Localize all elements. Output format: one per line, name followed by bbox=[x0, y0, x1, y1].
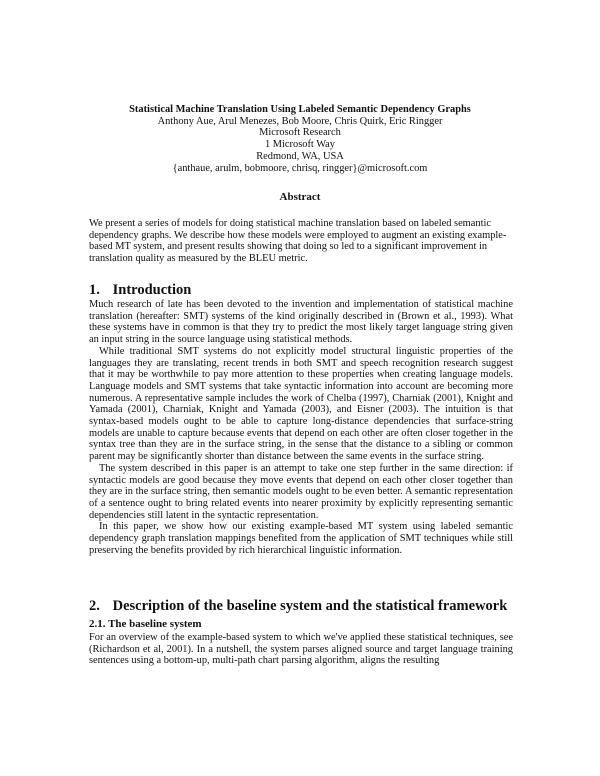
paper-header bbox=[0, 104, 600, 174]
paragraph: The system described in this paper is an attempt to take one step further in the same direction: if syntactic models are good because they move events that depend on each other closer together than they are in the surface string, then semantic models ought to be even better. A semantic representation of a sentence ought to bring related events into nearer proximity by explicitly representing semantic dependencies still latent in the syntactic representation. bbox=[89, 462, 513, 521]
paragraph: While traditional SMT systems do not explicitly model structural linguistic properties of the languages they are translating, recent trends in both SMT and speech recognition research suggest that it may be worthwhile to pay more attention to these properties when creating language models. Language models and SMT systems that take syntactic information into account are becoming more numerous. A representative sample includes the work of Chelba (1997), Charniak (2001), Knight and Yamada (2001), Charniak, Knight and Yamada (2003), and Eisner (2003). The intuition is that syntax-based models ought to be able to capture long-distance dependencies that surface-string models are unable to capture because events that depend on each other are often closer together in the syntax tree than they are in the surface string, in the sense that the distance to a sibling or common parent may be significantly shorter than distance between the same events in the surface string. bbox=[89, 345, 513, 463]
section-heading-baseline bbox=[89, 598, 507, 614]
section-heading-introduction bbox=[89, 282, 191, 298]
paragraph: For an overview of the example-based system to which we've applied these statistical techniques, see (Richardson et al, 2001). In a nutshell, the system parses aligned source and target language training sentences using a bottom-up, multi-path chart parsing algorithm, aligns the resulting bbox=[89, 632, 513, 667]
subsection-heading-baseline-system bbox=[89, 618, 202, 630]
section-title: Introduction bbox=[112, 282, 192, 298]
address-city: Redmond, WA, USA bbox=[256, 150, 344, 162]
paper-title: Statistical Machine Translation Using Labeled Semantic Dependency Graphs bbox=[129, 104, 471, 115]
address-street: 1 Microsoft Way bbox=[265, 139, 335, 151]
paragraph: In this paper, we show how our existing example-based MT system using labeled semantic dependency graph translation mappings benefited from the application of SMT techniques while still preserving the benefits provided by rich hierarchical linguistic information. bbox=[89, 521, 513, 556]
section-number: 2. bbox=[89, 598, 100, 614]
introduction-body bbox=[89, 299, 513, 556]
abstract-heading: Abstract bbox=[279, 191, 321, 203]
abstract-text: We present a series of models for doing statistical machine translation based on labeled semantic dependency graphs. We describe how these models were employed to augment an existing example-based MT system, and present results showing that doing so led to a significant improvement in translation quality as measured by the BLEU metric. bbox=[89, 218, 507, 265]
subsection-title: The baseline system bbox=[108, 618, 202, 630]
author-list: Anthony Aue, Arul Menezes, Bob Moore, Chris Quirk, Eric Ringger bbox=[157, 115, 443, 127]
paragraph: Much research of late has been devoted to the invention and implementation of statistical machine translation (hereafter: SMT) systems of the kind originally described in (Brown et al., 1993). What these systems have in common is that they try to predict the most likely target language string given an input string in the source language using statistical methods. bbox=[89, 299, 513, 346]
section-number: 1. bbox=[89, 282, 100, 298]
affiliation: Microsoft Research bbox=[259, 127, 341, 139]
subsection-number: 2.1. bbox=[89, 618, 106, 630]
section-title: Description of the baseline system and the statistical framework bbox=[112, 598, 508, 614]
author-emails: {anthaue, arulm, bobmoore, chrisq, ringger}@microsoft.com bbox=[172, 162, 428, 174]
baseline-system-body bbox=[89, 632, 513, 667]
